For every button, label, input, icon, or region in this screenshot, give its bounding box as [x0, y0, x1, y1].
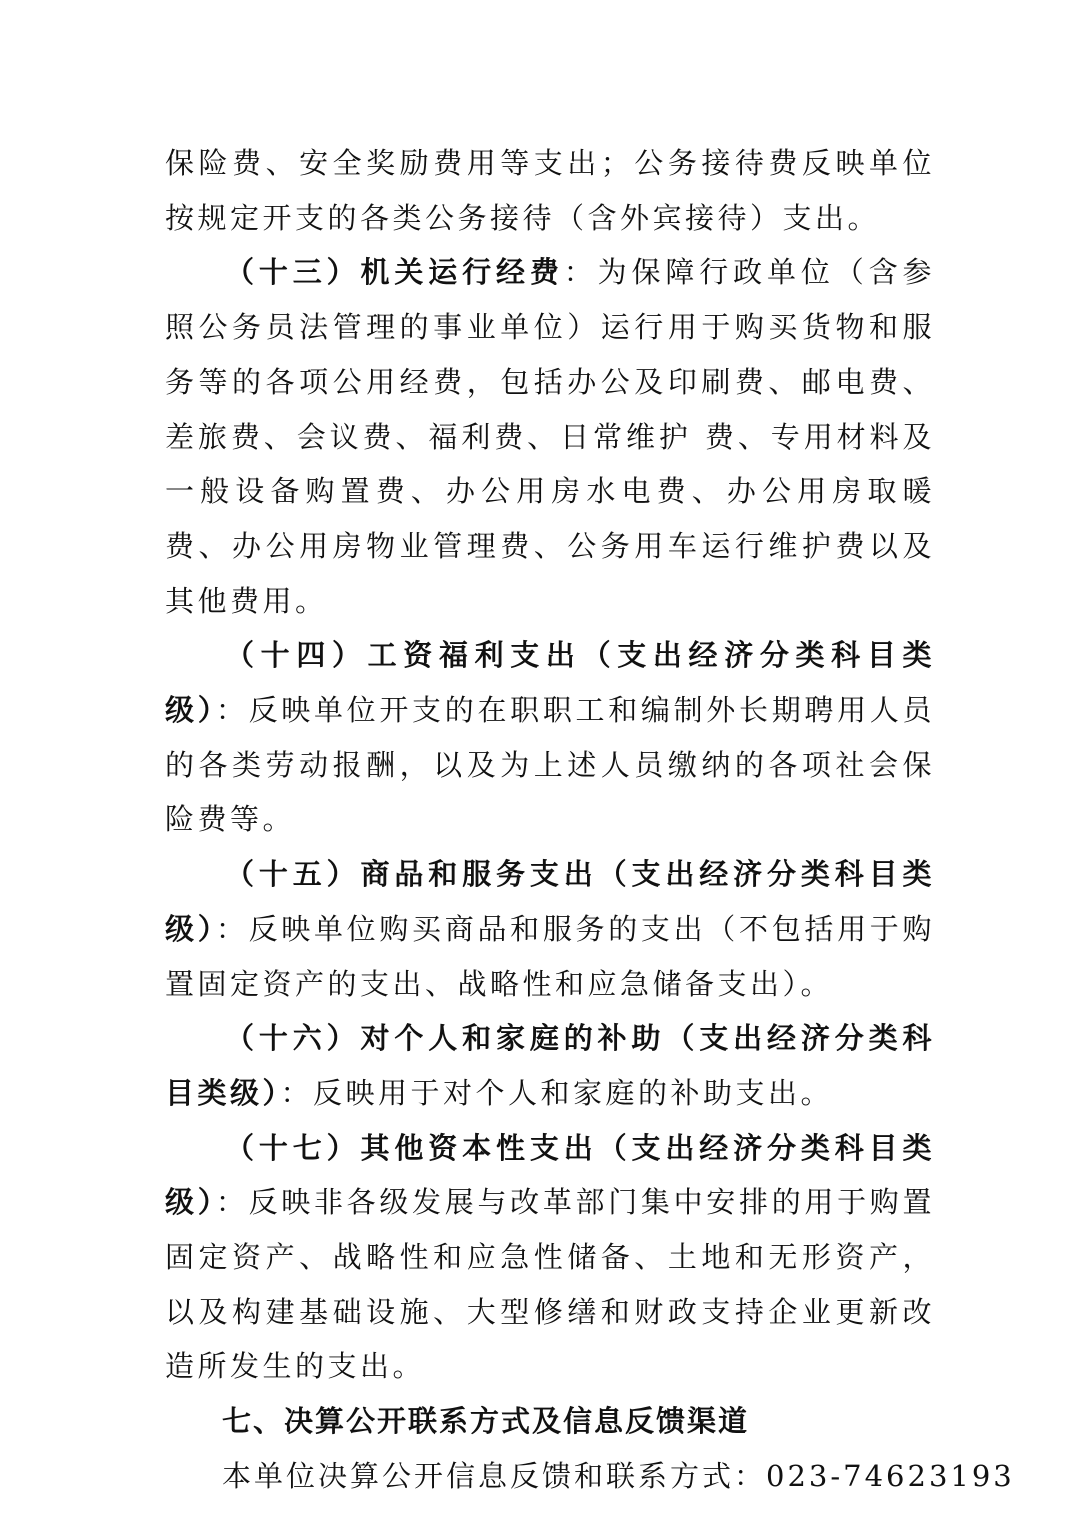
paragraph-13-operating-expense — [165, 245, 935, 628]
paragraph-15-goods-services — [165, 847, 935, 1011]
paragraph-reception-expense — [165, 136, 935, 245]
document-page — [165, 136, 1015, 1504]
term-heading: （十五）商品和服务支出（支出经济分类科目类级） — [165, 857, 935, 946]
term-heading: （十四）工资福利支出（支出经济分类科目类级） — [165, 638, 935, 728]
paragraph-text: 保险费、安全奖励费用等支出；公务接待费反映单位按规定开支的各类公务接待（含外宾接待）支出。 — [165, 146, 935, 235]
section-7-heading: 七、决算公开联系方式及信息反馈渠道 — [222, 1404, 750, 1439]
contact-info: 本单位决算公开信息反馈和联系方式：023-74623193 — [222, 1458, 1015, 1493]
paragraph-16-household-subsidy — [165, 1011, 935, 1120]
term-definition: ：反映非各级发展与改革部门集中安排的用于购置固定资产、战略性和应急性储备、土地和无形资产，以及构建基础设施、大型修缮和财政支持企业更新改造所发生的支出。 — [165, 1185, 935, 1384]
term-definition: ：反映单位开支的在职职工和编制外长期聘用人员的各类劳动报酬，以及为上述人员缴纳的各项社会保险费等。 — [165, 693, 935, 837]
term-definition: ：反映单位购买商品和服务的支出（不包括用于购置固定资产的支出、战略性和应急储备支出）。 — [165, 911, 935, 1001]
term-definition: ：反映用于对个人和家庭的补助支出。 — [280, 1075, 834, 1110]
term-heading: （十六）对个人和家庭的补助（支出经济分类科目类级） — [165, 1021, 935, 1110]
term-definition: ：为保障行政单位（含参照公务员法管理的事业单位）运行用于购买货物和服务等的各项公用经费，包括办公及印刷费、邮电费、差旅费、会议费、福利费、日常维护 费、专用材料及一般设备购置费、办公用房水电费、办公用房取暖费、办公用房物业管理费、公务用车运行维护费以及其他费用。 — [165, 255, 935, 618]
term-heading: （十三）机关运行经费 — [225, 255, 564, 290]
paragraph-14-wage-welfare — [165, 628, 935, 847]
term-heading: （十七）其他资本性支出（支出经济分类科目类级） — [165, 1130, 935, 1220]
paragraph-17-other-capital — [165, 1121, 935, 1395]
